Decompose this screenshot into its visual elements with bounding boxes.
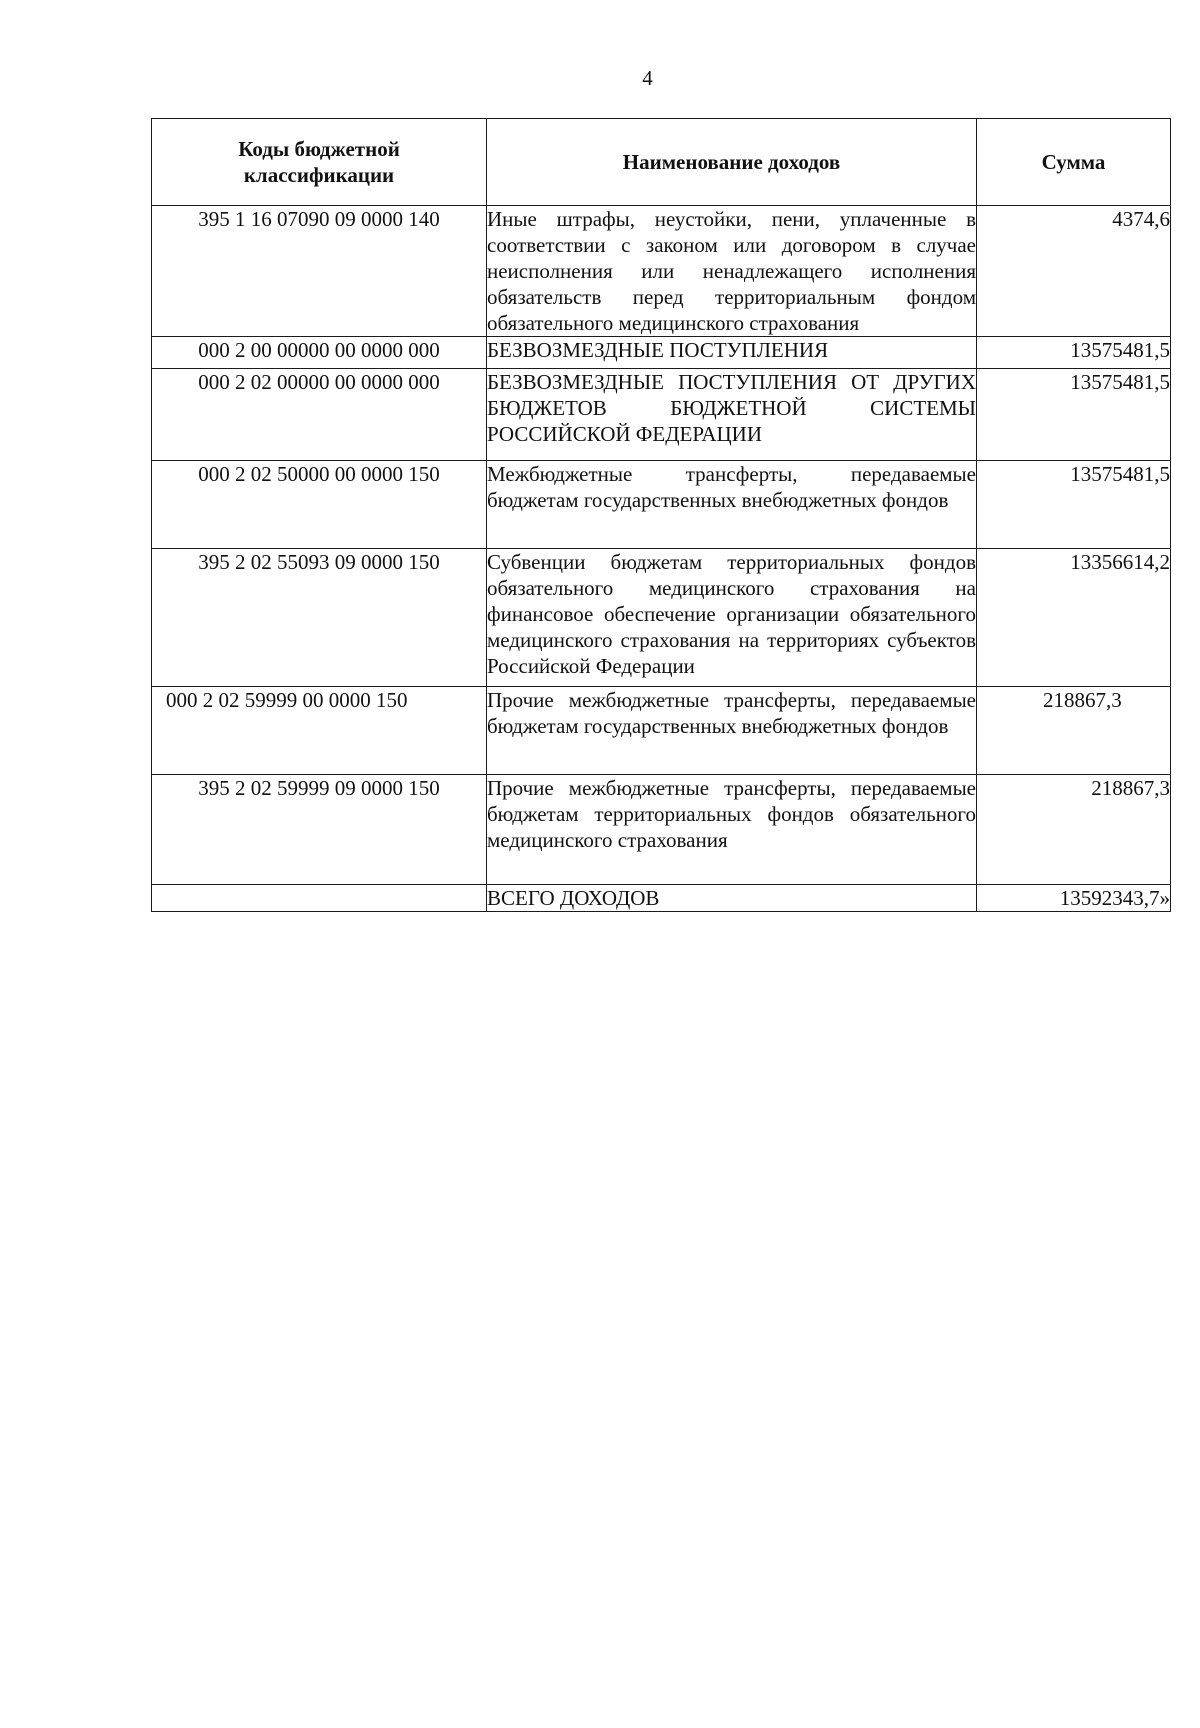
page-number: 4 [642, 66, 653, 90]
table-row [152, 369, 1171, 461]
table-row [152, 206, 1171, 337]
row-sum: 13356614,2 [977, 549, 1171, 687]
row-name: Прочие межбюджетные трансферты, передаваемые бюджетам территориальных фондов обязательного медицинского страхования [487, 775, 977, 885]
row-code: 395 1 16 07090 09 0000 140 [152, 206, 487, 337]
total-name: ВСЕГО ДОХОДОВ [487, 885, 977, 912]
row-name: БЕЗВОЗМЕЗДНЫЕ ПОСТУПЛЕНИЯ [487, 337, 977, 369]
row-name: Прочие межбюджетные трансферты, передаваемые бюджетам государственных внебюджетных фондов [487, 687, 977, 775]
row-code: 000 2 02 59999 00 0000 150 [152, 687, 487, 775]
row-name: БЕЗВОЗМЕЗДНЫЕ ПОСТУПЛЕНИЯ ОТ ДРУГИХ БЮДЖЕТОВ БЮДЖЕТНОЙ СИСТЕМЫ РОССИЙСКОЙ ФЕДЕРАЦИИ [487, 369, 977, 461]
header-code [152, 119, 487, 206]
row-name: Иные штрафы, неустойки, пени, уплаченные в соответствии с законом или договором в случае неисполнения или ненадлежащего исполнения обязательств перед территориальным фондом обязательного медицинского страхования [487, 207, 976, 335]
row-code: 000 2 00 00000 00 0000 000 [152, 337, 487, 369]
table-row [152, 549, 1171, 687]
header-sum: Сумма [977, 119, 1171, 206]
header-code-line2: классификации [243, 163, 395, 187]
table-row [152, 687, 1171, 775]
row-sum: 13575481,5 [977, 369, 1171, 461]
total-code [152, 885, 487, 912]
table-row [152, 461, 1171, 549]
row-sum: 4374,6 [977, 206, 1171, 337]
row-sum: 13575481,5 [977, 461, 1171, 549]
header-code-line1: Коды бюджетной [238, 137, 400, 161]
header-name: Наименование доходов [487, 119, 977, 206]
table-total-row [152, 885, 1171, 912]
table-row [152, 775, 1171, 885]
row-code: 000 2 02 00000 00 0000 000 [152, 369, 487, 461]
row-sum: 13575481,5 [977, 337, 1171, 369]
row-code: 395 2 02 55093 09 0000 150 [152, 549, 487, 687]
table-header-row [152, 119, 1171, 206]
row-sum: 218867,3 [977, 775, 1171, 885]
row-name: Субвенции бюджетам территориальных фондов обязательного медицинского страхования на финансовое обеспечение организации обязательного медицинского страхования на территориях субъектов Российской Федерации [487, 549, 977, 687]
row-name: Межбюджетные трансферты, передаваемые бюджетам государственных внебюджетных фондов [487, 461, 977, 549]
total-sum: 13592343,7» [977, 885, 1171, 912]
row-code: 395 2 02 59999 09 0000 150 [152, 775, 487, 885]
income-table [151, 118, 1171, 912]
row-sum: 218867,3 [977, 687, 1171, 775]
table-row [152, 337, 1171, 369]
row-code: 000 2 02 50000 00 0000 150 [152, 461, 487, 549]
